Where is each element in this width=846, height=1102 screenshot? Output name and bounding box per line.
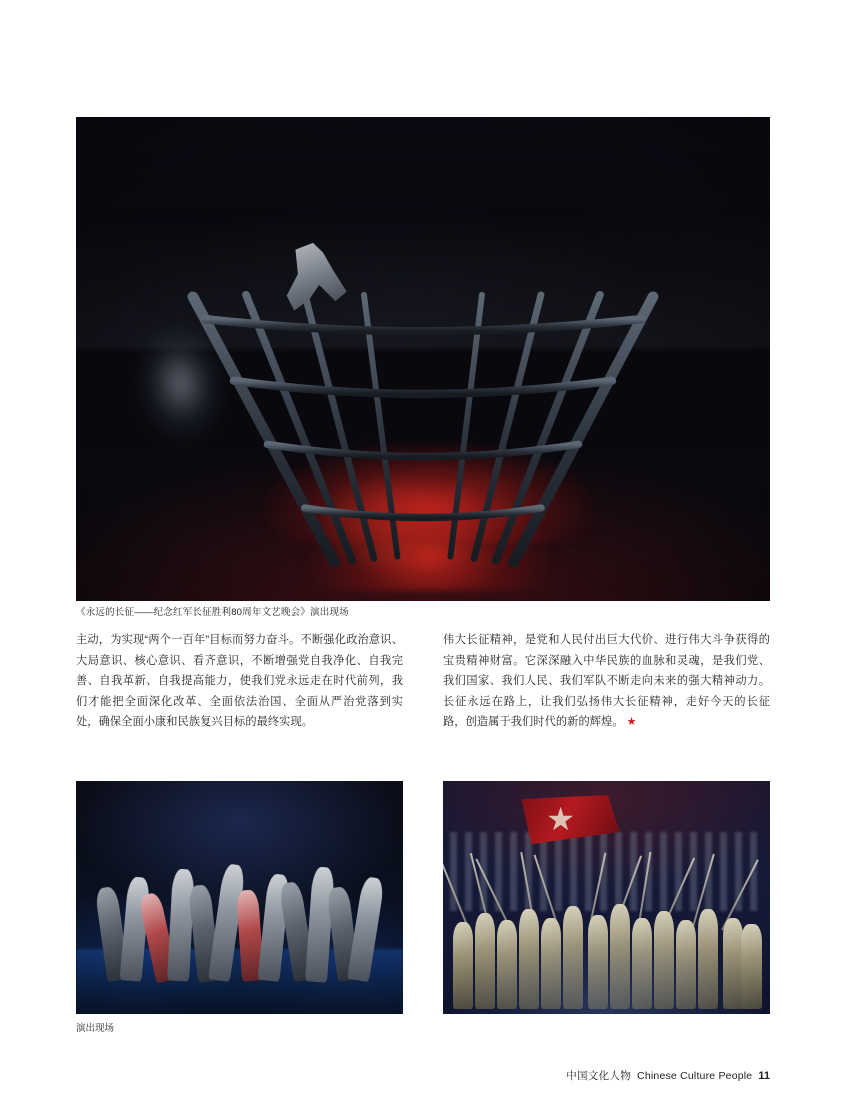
br-performer — [497, 920, 517, 1009]
hero-photo — [76, 117, 770, 601]
body-paragraph-right — [443, 630, 770, 733]
br-performer — [519, 909, 539, 1010]
body-column-right — [443, 630, 770, 733]
br-performer — [741, 924, 761, 1009]
br-performer — [723, 918, 743, 1010]
br-performer — [610, 904, 630, 1009]
br-front-performers — [450, 898, 764, 1010]
bottom-left-photo — [76, 781, 403, 1014]
br-performer — [475, 913, 495, 1009]
bottom-left-photo-caption: 演出现场 — [76, 1023, 115, 1034]
hero-chain-bridge — [187, 291, 659, 572]
body-paragraph-left: 主动，为实现“两个一百年”目标而努力奋斗。不断强化政治意识、大局意识、核心意识、看齐意识，不断增强党自我净化、自我完善、自我革新、自我提高能力，使我们党永远走在时代前列，我们才能把全面深化改革、全面依法治国、全面从严治党落到实处，确保全面小康和民族复兴目标的最终实现。 — [76, 634, 403, 729]
br-performer — [588, 915, 608, 1009]
page-number: 11 — [758, 1070, 770, 1082]
page-footer — [566, 1068, 770, 1083]
br-performer — [676, 920, 696, 1009]
footer-title-zh: 中国文化人物 — [566, 1070, 632, 1082]
hero-photo-caption: 《永远的长征——纪念红军长征胜利80周年文艺晚会》演出现场 — [76, 607, 349, 618]
br-performer — [698, 909, 718, 1010]
br-performer — [563, 906, 583, 1009]
bl-dancer — [305, 866, 335, 982]
end-mark-star: ★ — [626, 716, 637, 729]
footer-title-en: Chinese Culture People — [637, 1070, 753, 1082]
br-performer — [541, 918, 561, 1010]
bl-dancer-group — [96, 851, 384, 981]
br-performer — [632, 918, 652, 1010]
body-paragraph-right-text: 伟大长征精神，是党和人民付出巨大代价、进行伟大斗争获得的宝贵精神财富。它深深融入中华民族的血脉和灵魂，是我们党、我们国家、我们人民、我们军队不断走向未来的强大精神动力。长征永远在路上，让我们弘扬伟大长征精神，走好今天的长征路，创造属于我们时代的新的辉煌。 — [443, 634, 770, 729]
br-performer — [453, 922, 473, 1009]
br-performer — [654, 911, 674, 1009]
body-columns — [76, 630, 770, 733]
bottom-right-photo — [443, 781, 770, 1014]
body-column-left — [76, 630, 403, 733]
bl-dancer — [168, 869, 195, 982]
